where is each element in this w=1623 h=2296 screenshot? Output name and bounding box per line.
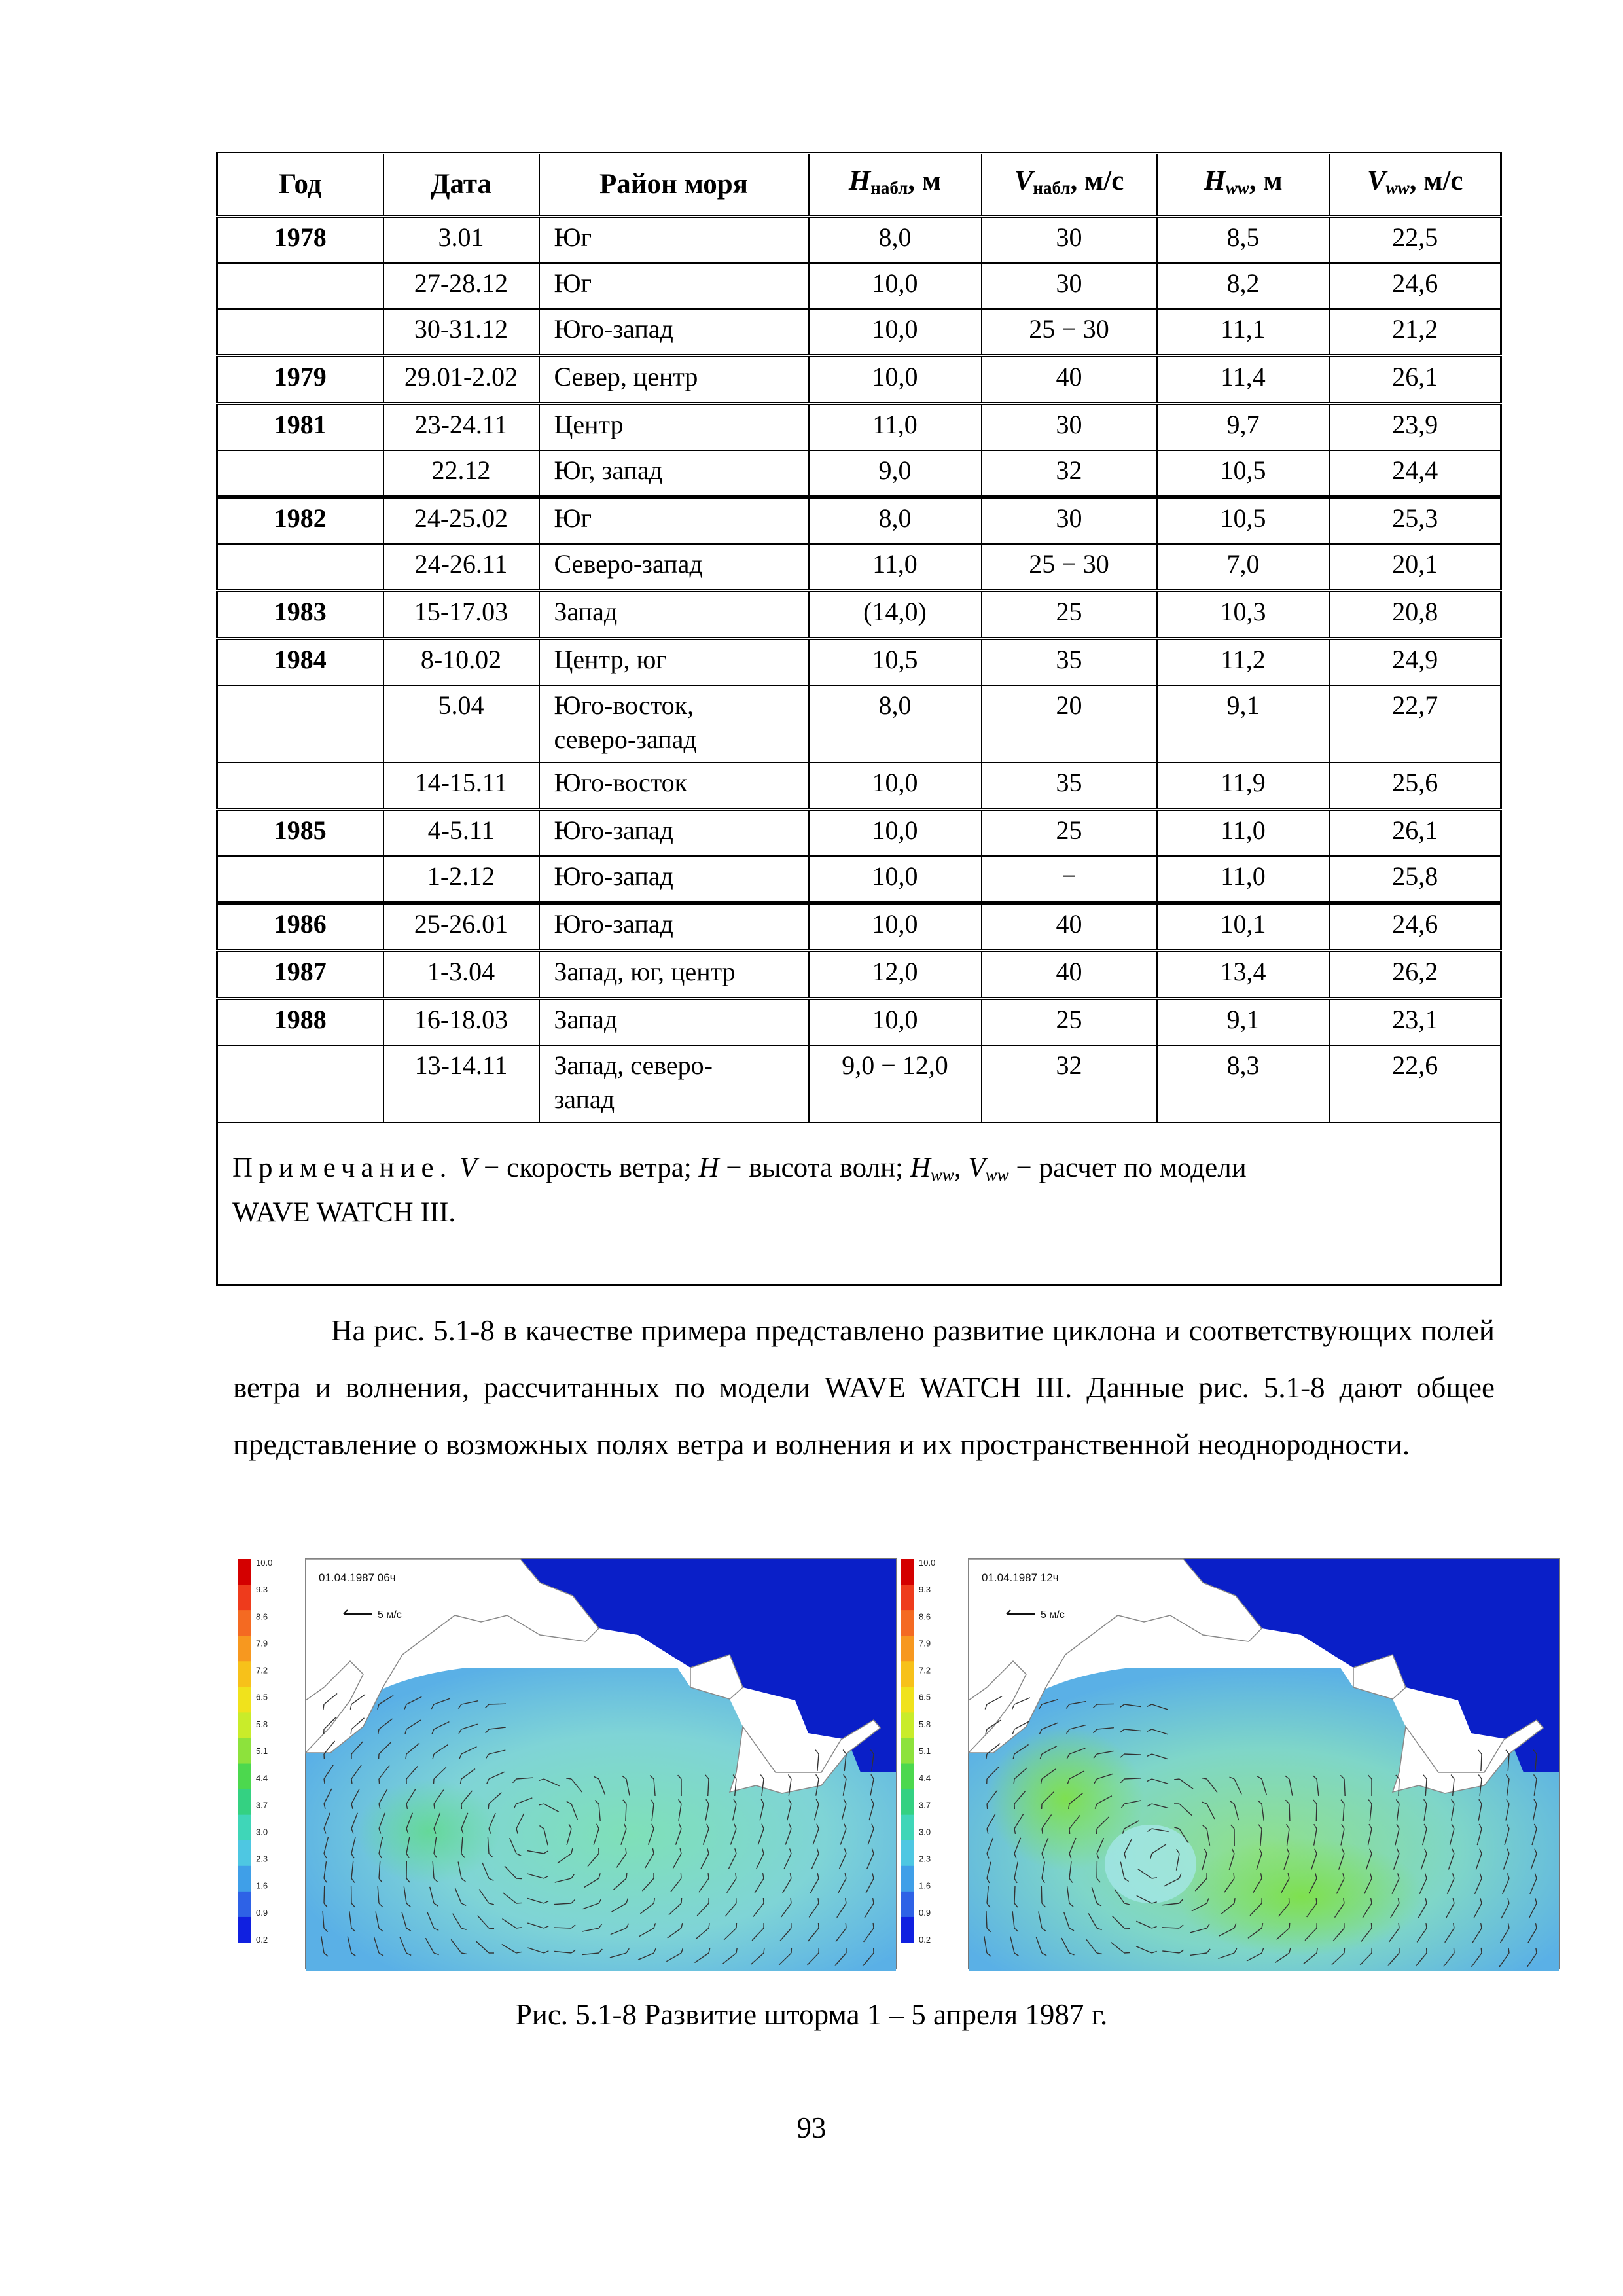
colorbar-tick-label: 10.0: [256, 1558, 273, 1568]
wave-map-svg: [232, 1556, 899, 1971]
table-row: [217, 999, 1501, 1046]
cell-h-model: 10,5: [1157, 497, 1330, 545]
cell-v-model: 24,6: [1330, 903, 1501, 951]
colorbar-tick-label: 8.6: [919, 1611, 931, 1622]
body-paragraph: На рис. 5.1-8 в качестве примера представлено развитие циклона и соответствующих полей ветра и волнения, рассчитанных по модели WAVE WATCH III. Данные рис. 5.1-8 дают общее представление о возможных полях ветра и волнения и их пространственной неоднородности.: [233, 1314, 1495, 1461]
cell-h-observed: 11,0: [809, 544, 982, 591]
wind-barb-tick: [1316, 1898, 1317, 1903]
colorbar-segment: [238, 1687, 251, 1713]
cell-date: 4-5.11: [383, 810, 539, 857]
cell-v-model: 22,5: [1330, 217, 1501, 264]
colorbar: [901, 1559, 914, 1943]
cell-h-model: 11,1: [1157, 309, 1330, 356]
cell-h-observed: 9,0: [809, 450, 982, 497]
colorbar-tick-label: 2.3: [256, 1854, 268, 1864]
cell-date: 14-15.11: [383, 762, 539, 810]
wind-barb-tick: [626, 1873, 627, 1878]
colorbar-tick-label: 9.3: [919, 1585, 931, 1595]
colorbar-tick-label: 5.8: [919, 1719, 931, 1729]
map-timestamp: 01.04.1987 06ч: [319, 1571, 396, 1584]
colorbar-segment: [238, 1840, 251, 1867]
colorbar-segment: [901, 1917, 914, 1943]
wave-map-panel-0600: [232, 1556, 899, 1971]
cell-date: 24-25.02: [383, 497, 539, 545]
page-number: 93: [796, 2111, 827, 2144]
colorbar-segment: [238, 1559, 251, 1585]
cell-year: 1984: [217, 639, 383, 686]
cell-v-observed: 35: [982, 639, 1157, 686]
cell-year: [217, 685, 383, 762]
colorbar-segment: [238, 1610, 251, 1636]
table-row: [217, 591, 1501, 639]
table-row: [217, 951, 1501, 999]
cell-h-observed: (14,0): [809, 591, 982, 639]
table-row: [217, 263, 1501, 309]
cell-h-model: 10,3: [1157, 591, 1330, 639]
colorbar-segment: [901, 1687, 914, 1713]
cell-date: 25-26.01: [383, 903, 539, 951]
cell-v-observed: −: [982, 856, 1157, 903]
header-date: Дата: [383, 154, 539, 217]
colorbar-tick-label: 7.9: [919, 1638, 931, 1649]
figure-caption: Рис. 5.1-8 Развитие шторма 1 – 5 апреля 1987 г.: [515, 1998, 1108, 2031]
table-row: [217, 856, 1501, 903]
colorbar-segment: [238, 1712, 251, 1738]
colorbar-segment: [238, 1892, 251, 1918]
cell-region: Юго-запад: [539, 810, 809, 857]
cell-h-model: 9,1: [1157, 685, 1330, 762]
colorbar-tick-label: 3.7: [256, 1800, 268, 1810]
cell-date: 24-26.11: [383, 544, 539, 591]
colorbar-tick-label: 0.9: [919, 1907, 931, 1918]
cell-date: 1-3.04: [383, 951, 539, 999]
cell-h-observed: 10,0: [809, 309, 982, 356]
cell-h-model: 13,4: [1157, 951, 1330, 999]
cell-h-observed: 8,0: [809, 217, 982, 264]
cell-h-observed: 10,0: [809, 762, 982, 810]
cell-region: Северо-запад: [539, 544, 809, 591]
wind-barb-tick: [1481, 1948, 1482, 1953]
colorbar-tick-label: 10.0: [919, 1558, 936, 1568]
colorbar-tick-label: 0.2: [919, 1935, 931, 1945]
cell-region: Юго-запад: [539, 903, 809, 951]
wind-barb-tick: [434, 1779, 435, 1784]
cell-region: Запад, юг, центр: [539, 951, 809, 999]
colorbar-segment: [901, 1585, 914, 1611]
wind-barb: [1041, 1886, 1042, 1903]
colorbar-tick-label: 9.3: [256, 1585, 268, 1595]
cell-v-observed: 32: [982, 450, 1157, 497]
cell-v-observed: 30: [982, 217, 1157, 264]
wind-barb-tick: [1174, 1779, 1179, 1780]
colorbar: [238, 1559, 251, 1943]
cell-region: Запад, северо- запад: [539, 1045, 809, 1122]
header-v-model: $V_{ww}$, м/с: [1330, 154, 1501, 217]
colorbar-tick-label: 8.6: [256, 1611, 268, 1622]
cell-v-observed: 25: [982, 999, 1157, 1046]
wind-barb-tick: [1344, 1948, 1345, 1953]
cell-v-model: 24,6: [1330, 263, 1501, 309]
cell-region: Запад: [539, 999, 809, 1046]
wind-barb-tick: [681, 1898, 682, 1903]
cell-v-observed: 40: [982, 903, 1157, 951]
cell-date: 27-28.12: [383, 263, 539, 309]
cell-year: 1983: [217, 591, 383, 639]
cell-h-model: 11,0: [1157, 856, 1330, 903]
cell-h-observed: 8,0: [809, 497, 982, 545]
cell-region: Центр: [539, 404, 809, 451]
cell-year: [217, 1045, 383, 1122]
cell-h-model: 9,7: [1157, 404, 1330, 451]
colorbar-tick-label: 0.9: [256, 1907, 268, 1918]
cell-v-model: 24,4: [1330, 450, 1501, 497]
wind-barb-tick: [1289, 1898, 1290, 1903]
table-note: Примечание. V − скорость ветра; H − высота волн; $H_{ww}$, $V_{ww}$ − расчет по модели WAVE WATCH III.: [217, 1122, 1501, 1285]
wind-barb-tick: [1508, 1948, 1509, 1953]
cell-year: [217, 450, 383, 497]
colorbar-segment: [901, 1815, 914, 1841]
wind-barb-tick: [987, 1804, 988, 1809]
cell-h-observed: 10,0: [809, 356, 982, 404]
colorbar-tick-label: 3.7: [919, 1800, 931, 1810]
cell-date: 22.12: [383, 450, 539, 497]
wave-maximum: [357, 1779, 501, 1884]
cell-h-model: 11,2: [1157, 639, 1330, 686]
colorbar-tick-label: 1.6: [919, 1880, 931, 1891]
cell-year: 1982: [217, 497, 383, 545]
wind-barb-tick: [488, 1804, 489, 1809]
wind-barb-tick: [763, 1898, 764, 1903]
table-note-row: [217, 1122, 1501, 1285]
cell-h-model: 8,5: [1157, 217, 1330, 264]
cell-h-observed: 10,0: [809, 999, 982, 1046]
map-timestamp: 01.04.1987 12ч: [982, 1571, 1059, 1584]
table-header-row: [217, 154, 1501, 217]
header-region: Район моря: [539, 154, 809, 217]
colorbar-segment: [901, 1789, 914, 1816]
table-row: [217, 217, 1501, 264]
wind-barb: [324, 1886, 325, 1903]
colorbar-tick-label: 7.2: [256, 1665, 268, 1676]
colorbar-segment: [901, 1764, 914, 1790]
cell-v-model: 22,6: [1330, 1045, 1501, 1122]
cell-year: 1978: [217, 217, 383, 264]
table-row: [217, 762, 1501, 810]
header-h-observed: $H_{набл}$, м: [809, 154, 982, 217]
colorbar-segment: [238, 1866, 251, 1892]
colorbar-tick-label: 5.1: [919, 1746, 931, 1756]
cell-v-model: 20,8: [1330, 591, 1501, 639]
cell-region: Юго-запад: [539, 856, 809, 903]
storm-observations-table: [216, 152, 1502, 1286]
wind-barb-tick: [873, 1923, 874, 1928]
cell-region: Юго-восток: [539, 762, 809, 810]
cell-v-observed: 25: [982, 591, 1157, 639]
cell-h-model: 11,4: [1157, 356, 1330, 404]
cell-h-observed: 11,0: [809, 404, 982, 451]
wave-maximum-south: [1177, 1838, 1425, 1956]
cell-date: 23-24.11: [383, 404, 539, 451]
colorbar-tick-label: 5.1: [256, 1746, 268, 1756]
cell-v-observed: 25 − 30: [982, 309, 1157, 356]
table-row: [217, 639, 1501, 686]
cell-v-observed: 25 − 30: [982, 544, 1157, 591]
cell-year: [217, 762, 383, 810]
wind-barb-tick: [736, 1923, 737, 1928]
colorbar-tick-label: 4.4: [256, 1773, 268, 1784]
wind-barb-tick: [489, 1928, 494, 1929]
cell-v-observed: 30: [982, 404, 1157, 451]
cell-v-model: 25,8: [1330, 856, 1501, 903]
table-row: [217, 685, 1501, 762]
cell-v-model: 26,1: [1330, 356, 1501, 404]
cell-v-observed: 40: [982, 356, 1157, 404]
colorbar-segment: [901, 1661, 914, 1687]
colorbar-labels: [919, 1558, 935, 1945]
cell-v-model: 24,9: [1330, 639, 1501, 686]
wind-barb-tick: [1124, 1953, 1130, 1954]
cell-region: Юг: [539, 497, 809, 545]
cell-date: 16-18.03: [383, 999, 539, 1046]
cell-year: 1985: [217, 810, 383, 857]
cell-date: 1-2.12: [383, 856, 539, 903]
colorbar-tick-label: 7.9: [256, 1638, 268, 1649]
wind-barb: [1289, 1804, 1290, 1821]
cell-date: 8-10.02: [383, 639, 539, 686]
cell-h-observed: 12,0: [809, 951, 982, 999]
cell-h-observed: 10,0: [809, 263, 982, 309]
cell-date: 30-31.12: [383, 309, 539, 356]
cell-v-model: 25,6: [1330, 762, 1501, 810]
cell-date: 15-17.03: [383, 591, 539, 639]
wave-map-svg: [895, 1556, 1561, 1971]
cell-year: [217, 309, 383, 356]
cell-year: [217, 544, 383, 591]
wind-barb-tick: [708, 1873, 709, 1878]
cell-v-observed: 30: [982, 263, 1157, 309]
cell-h-observed: 10,0: [809, 903, 982, 951]
cell-v-model: 26,2: [1330, 951, 1501, 999]
cell-year: 1981: [217, 404, 383, 451]
table-row: [217, 544, 1501, 591]
cell-region: Юг: [539, 217, 809, 264]
cell-region: Запад: [539, 591, 809, 639]
cell-region: Юг: [539, 263, 809, 309]
cell-h-model: 10,1: [1157, 903, 1330, 951]
table-row: [217, 1045, 1501, 1122]
cell-year: 1979: [217, 356, 383, 404]
cell-year: [217, 263, 383, 309]
colorbar-tick-label: 7.2: [919, 1665, 931, 1676]
colorbar-segment: [238, 1636, 251, 1662]
colorbar-tick-label: 3.0: [256, 1827, 268, 1837]
wind-barb-tick: [791, 1948, 792, 1953]
colorbar-segment: [901, 1610, 914, 1636]
cell-date: 13-14.11: [383, 1045, 539, 1122]
colorbar-segment: [238, 1738, 251, 1764]
wind-barb: [1014, 1886, 1015, 1903]
cell-year: 1986: [217, 903, 383, 951]
cell-h-observed: 9,0 − 12,0: [809, 1045, 982, 1122]
colorbar-tick-label: 6.5: [256, 1692, 268, 1702]
cell-v-observed: 40: [982, 951, 1157, 999]
cell-h-model: 8,3: [1157, 1045, 1330, 1122]
cell-v-model: 21,2: [1330, 309, 1501, 356]
colorbar-segment: [238, 1661, 251, 1687]
cell-h-observed: 10,0: [809, 810, 982, 857]
wind-barb-tick: [379, 1779, 380, 1784]
header-h-model: $H_{ww}$, м: [1157, 154, 1330, 217]
colorbar-segment: [901, 1840, 914, 1867]
cyclone-center: [1105, 1825, 1196, 1903]
wind-barb-tick: [351, 1779, 352, 1784]
table-row: [217, 356, 1501, 404]
colorbar-labels: [256, 1558, 272, 1945]
colorbar-tick-label: 0.2: [256, 1935, 268, 1945]
colorbar-tick-label: 1.6: [256, 1880, 268, 1891]
colorbar-segment: [238, 1917, 251, 1943]
colorbar-tick-label: 3.0: [919, 1827, 931, 1837]
cell-v-model: 25,3: [1330, 497, 1501, 545]
cell-date: 29.01-2.02: [383, 356, 539, 404]
cell-h-observed: 10,5: [809, 639, 982, 686]
cell-date: 3.01: [383, 217, 539, 264]
colorbar-tick-label: 4.4: [919, 1773, 931, 1784]
cell-region: Юг, запад: [539, 450, 809, 497]
table-row: [217, 309, 1501, 356]
cell-year: [217, 856, 383, 903]
colorbar-tick-label: 6.5: [919, 1692, 931, 1702]
colorbar-segment: [901, 1738, 914, 1764]
cell-v-model: 22,7: [1330, 685, 1501, 762]
colorbar-segment: [238, 1815, 251, 1841]
cell-h-model: 8,2: [1157, 263, 1330, 309]
cell-region: Юго-восток, северо-запад: [539, 685, 809, 762]
colorbar-segment: [238, 1789, 251, 1816]
colorbar-segment: [901, 1712, 914, 1738]
colorbar-segment: [238, 1585, 251, 1611]
colorbar-segment: [901, 1636, 914, 1662]
cell-v-model: 20,1: [1330, 544, 1501, 591]
cell-year: 1987: [217, 951, 383, 999]
cell-region: Север, центр: [539, 356, 809, 404]
table-row: [217, 404, 1501, 451]
wind-scale-label: 5 м/с: [378, 1609, 402, 1621]
header-v-observed: $V_{набл}$, м/с: [982, 154, 1157, 217]
table-row: [217, 903, 1501, 951]
cell-h-model: 10,5: [1157, 450, 1330, 497]
cell-v-observed: 30: [982, 497, 1157, 545]
header-year: Год: [217, 154, 383, 217]
cell-year: 1988: [217, 999, 383, 1046]
wave-map-panel-1200: [895, 1556, 1561, 1971]
wind-barb: [1316, 1804, 1317, 1821]
table-row: [217, 810, 1501, 857]
wind-scale-label: 5 м/с: [1041, 1609, 1065, 1621]
cell-region: Юго-запад: [539, 309, 809, 356]
cell-v-model: 23,1: [1330, 999, 1501, 1046]
table-row: [217, 450, 1501, 497]
colorbar-segment: [238, 1764, 251, 1790]
cell-region: Центр, юг: [539, 639, 809, 686]
cell-v-observed: 32: [982, 1045, 1157, 1122]
wind-barb-tick: [1069, 1829, 1070, 1834]
cell-h-observed: 10,0: [809, 856, 982, 903]
colorbar-tick-label: 2.3: [919, 1854, 931, 1864]
cell-v-observed: 25: [982, 810, 1157, 857]
cell-h-model: 11,9: [1157, 762, 1330, 810]
colorbar-segment: [901, 1559, 914, 1585]
cell-v-observed: 35: [982, 762, 1157, 810]
table-row: [217, 497, 1501, 545]
wind-barb-tick: [516, 1878, 522, 1879]
wind-barb-tick: [1371, 1923, 1372, 1928]
cell-h-model: 9,1: [1157, 999, 1330, 1046]
colorbar-segment: [901, 1892, 914, 1918]
cell-date: 5.04: [383, 685, 539, 762]
cell-v-model: 23,9: [1330, 404, 1501, 451]
cell-h-observed: 8,0: [809, 685, 982, 762]
cell-v-model: 26,1: [1330, 810, 1501, 857]
colorbar-tick-label: 5.8: [256, 1719, 268, 1729]
cell-h-model: 11,0: [1157, 810, 1330, 857]
wind-barb-tick: [1289, 1923, 1290, 1928]
colorbar-segment: [901, 1866, 914, 1892]
cell-v-observed: 20: [982, 685, 1157, 762]
cell-h-model: 7,0: [1157, 544, 1330, 591]
